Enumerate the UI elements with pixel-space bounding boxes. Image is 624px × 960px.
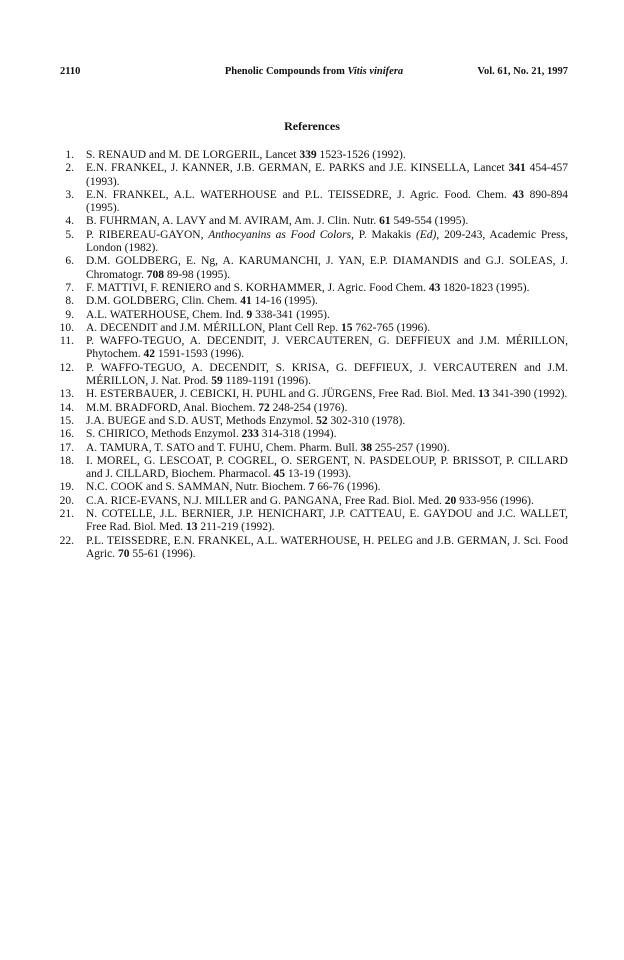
reference-text: H. ESTERBAUER, J. CEBICKI, H. PUHL and G. JÜRGENS, Free Rad. Biol. Med. <box>86 388 479 401</box>
reference-volume: 52 <box>316 414 328 427</box>
reference-number: 20 . <box>52 495 74 508</box>
reference-volume: 339 <box>299 149 317 161</box>
reference-item <box>52 388 568 401</box>
reference-text: 1820-1823 (1995). <box>440 281 530 294</box>
reference-text: 14-16 (1995). <box>251 295 318 308</box>
reference-text: 1591-1593 (1996). <box>155 348 245 361</box>
reference-item <box>52 508 568 535</box>
reference-number: 15 . <box>52 415 74 428</box>
reference-text: 341-390 (1992). <box>489 388 568 401</box>
reference-volume: 13 <box>185 521 198 534</box>
page-number: 2110 <box>60 66 81 77</box>
reference-number: 6 . <box>52 255 74 268</box>
reference-item <box>52 162 568 189</box>
reference-text: F. MATTIVI, F. RENIERO and S. KORHAMMER, J. Agric. Food Chem. <box>86 281 429 294</box>
reference-text: P. RIBEREAU-GAYON, <box>86 228 209 241</box>
reference-text: 549-554 (1995). <box>390 215 469 228</box>
reference-text: 314-318 (1994). <box>258 428 337 441</box>
reference-item <box>52 415 568 428</box>
reference-volume: 42 <box>143 348 155 361</box>
reference-number: 9 . <box>52 309 74 322</box>
reference-volume: 7 <box>308 481 315 494</box>
reference-item <box>52 428 568 441</box>
reference-item <box>52 535 568 562</box>
reference-text: E.N. FRANKEL, A.L. WATERHOUSE and P.L. TEISSEDRE, J. Agric. Food. Chem. <box>86 188 513 201</box>
reference-number: 1 . <box>52 149 74 162</box>
reference-volume: 59 <box>211 375 223 388</box>
reference-number: 19 . <box>52 481 74 494</box>
reference-volume: 41 <box>240 295 252 308</box>
reference-item <box>52 402 568 415</box>
reference-text: 338-341 (1995). <box>252 308 330 321</box>
reference-number: 13 . <box>52 388 74 401</box>
reference-item <box>52 495 568 508</box>
reference-text: , 209-243, Academic Press, London (1982). <box>86 228 568 255</box>
reference-item <box>52 215 568 228</box>
reference-number: 8 . <box>52 295 74 308</box>
reference-text: D.M. GOLDBERG, E. Ng, A. KARUMANCHI, J. YAN, E.P. DIAMANDIS and G.J. SOLEAS, J. Chromatogr. <box>86 255 568 281</box>
reference-volume: 72 <box>258 401 270 414</box>
reference-volume: 708 <box>146 268 164 281</box>
reference-text: 302-310 (1978). <box>327 414 406 427</box>
reference-text: E.N. FRANKEL, J. KANNER, J.B. GERMAN, E. PARKS and J.E. KINSELLA, Lancet <box>86 162 509 175</box>
reference-item <box>52 295 568 308</box>
reference-item <box>52 149 568 162</box>
reference-number: 17 . <box>52 442 74 455</box>
reference-number: 14 . <box>52 402 74 415</box>
reference-number: 16 . <box>52 428 74 441</box>
reference-text: 762-765 (1996). <box>352 321 431 334</box>
reference-number: 3 . <box>52 189 74 202</box>
reference-text: A. TAMURA, T. SATO and T. FUHU, Chem. Pharm. Bull. <box>86 441 361 454</box>
reference-text: 1189-1191 (1996). <box>222 375 311 388</box>
reference-number: 2 . <box>52 162 74 175</box>
reference-item <box>52 322 568 335</box>
reference-volume: 45 <box>273 468 285 481</box>
reference-volume: 341 <box>508 162 526 175</box>
reference-list <box>52 149 568 561</box>
reference-volume: 15 <box>341 321 353 334</box>
reference-number: 21 . <box>52 508 74 521</box>
reference-number: 10 . <box>52 322 74 335</box>
reference-volume: 61 <box>379 215 391 228</box>
reference-text: , P. Makakis <box>351 228 416 241</box>
reference-item <box>52 335 568 362</box>
reference-item <box>52 189 568 216</box>
reference-text: B. FUHRMAN, A. LAVY and M. AVIRAM, Am. J. Clin. Nutr. <box>86 215 380 228</box>
reference-text: 66-76 (1996). <box>314 481 381 494</box>
reference-text: A. DECENDIT and J.M. MÉRILLON, Plant Cell Rep. <box>86 321 342 334</box>
reference-italic-text: Anthocyanins as Food Colors <box>208 228 352 241</box>
running-title-species: Vitis vinifera <box>347 66 404 77</box>
reference-text: P.L. TEISSEDRE, E.N. FRANKEL, A.L. WATERHOUSE, H. PELEG and J.B. GERMAN, J. Sci. Food Agric. <box>86 534 568 560</box>
reference-number: 4 . <box>52 215 74 228</box>
reference-number: 12 . <box>52 362 74 375</box>
reference-number: 7 . <box>52 282 74 295</box>
reference-text: S. CHIRICO, Methods Enzymol. <box>86 428 242 441</box>
reference-text: P. WAFFO-TEGUO, A. DECENDIT, J. VERCAUTEREN, G. DEFFIEUX and J.M. MÉRILLON, Phytochem. <box>86 335 568 361</box>
reference-text: D.M. GOLDBERG, Clin. Chem. <box>86 295 241 308</box>
reference-item <box>52 255 568 282</box>
reference-item <box>52 362 568 389</box>
reference-item <box>52 481 568 494</box>
reference-item <box>52 229 568 256</box>
reference-volume: 20 <box>444 494 457 507</box>
reference-text: M.M. BRADFORD, Anal. Biochem. <box>86 401 259 414</box>
reference-volume: 13 <box>478 388 490 401</box>
reference-item <box>52 309 568 322</box>
reference-number: 5 . <box>52 229 74 242</box>
reference-text: A.L. WATERHOUSE, Chem. Ind. <box>86 308 247 321</box>
volume-info: Vol. 61, No. 21, 1997 <box>477 66 568 77</box>
reference-text: 13-19 (1993). <box>284 468 352 481</box>
references-heading: References <box>284 119 340 133</box>
reference-text: 255-257 (1990). <box>371 441 450 454</box>
reference-text: I. MOREL, G. LESCOAT, P. COGREL, O. SERGENT, N. PASDELOUP, P. BRISSOT, P. CILLARD and J. CILLARD, Biochem. Pharmacol. <box>86 454 568 481</box>
reference-number: 18 . <box>52 455 74 468</box>
reference-text: 248-254 (1976). <box>269 401 348 414</box>
reference-number: 22 . <box>52 535 74 548</box>
reference-volume: 233 <box>241 428 259 441</box>
reference-text: P. WAFFO-TEGUO, A. DECENDIT, S. KRISA, G. DEFFIEUX, J. VERCAUTEREN and J.M. MÉRILLON, J. Nat. Prod. <box>86 361 568 388</box>
reference-text: 933-956 (1996). <box>456 494 534 507</box>
reference-text: 211-219 (1992). <box>197 521 275 534</box>
reference-text: 454-457 (1993). <box>86 162 568 188</box>
reference-text: 89-98 (1995). <box>163 268 231 281</box>
reference-text: S. RENAUD and M. DE LORGERIL, Lancet <box>86 149 300 161</box>
reference-item <box>52 455 568 482</box>
reference-volume: 9 <box>246 308 253 321</box>
reference-text: 890-894 (1995). <box>86 188 568 215</box>
reference-volume: 43 <box>428 281 441 294</box>
reference-text: C.A. RICE-EVANS, N.J. MILLER and G. PANGANA, Free Rad. Biol. Med. <box>86 494 445 507</box>
reference-text: N. COTELLE, J.L. BERNIER, J.P. HENICHART, J.P. CATTEAU, E. GAYDOU and J.C. WALLET, Free Rad. Biol. Med. <box>86 508 568 534</box>
running-header <box>60 66 568 80</box>
reference-text: N.C. COOK and S. SAMMAN, Nutr. Biochem. <box>86 481 309 494</box>
reference-italic-text: (Ed) <box>415 228 437 241</box>
reference-text: J.A. BUEGE and S.D. AUST, Methods Enzymol. <box>86 414 317 427</box>
reference-number: 11 . <box>52 335 74 348</box>
reference-volume: 38 <box>360 441 372 454</box>
reference-item <box>52 282 568 295</box>
reference-volume: 43 <box>512 188 525 201</box>
reference-item <box>52 442 568 455</box>
reference-text: 55-61 (1996). <box>129 547 196 560</box>
reference-text: 1523-1526 (1992). <box>316 149 406 161</box>
reference-volume: 70 <box>117 547 130 560</box>
running-title-text: Phenolic Compounds from <box>224 66 348 77</box>
